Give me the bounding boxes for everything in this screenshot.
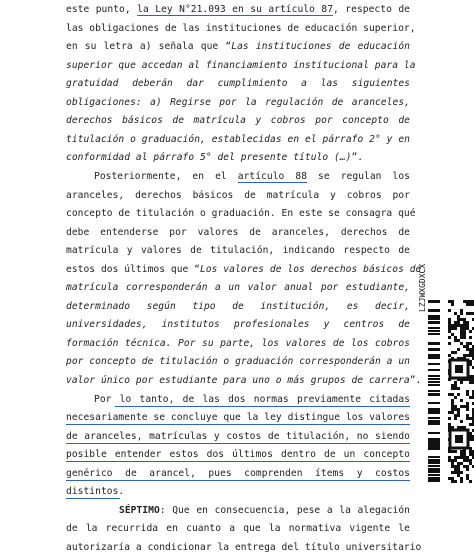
text-segment: : Que en consecuencia, pese a la alegación — [159, 504, 410, 516]
highlight-underline — [115, 406, 410, 407]
text-segment: en su letra a) señala que “ — [66, 41, 232, 53]
text-line — [66, 75, 410, 93]
text-line — [66, 298, 410, 316]
text-segment: formación técnica. Por su parte, los valores de los cobros — [66, 337, 410, 349]
text-segment: superior que accedan al financiamiento institucional para la — [66, 59, 416, 71]
text-line — [66, 353, 410, 371]
text-segment: gratuidad deberán dar cumplimiento a las siguientes — [66, 78, 410, 90]
text-segment: matrícula y valores de titulación, indicando respecto de — [66, 245, 410, 257]
text-segment: aranceles, derechos básicos de matrícula y cobros por — [66, 189, 410, 201]
highlight-underline — [66, 480, 410, 481]
text-line — [119, 502, 410, 520]
text-segment: Por lo tanto, de las dos normas previamente citadas — [94, 393, 410, 405]
text-segment: Los valores de los derechos básicos de — [200, 263, 422, 275]
text-segment: obligaciones: a) Regirse por la regulación de aranceles, — [66, 96, 410, 108]
text-segment: de la recurrida en cuanto a que la normativa vigente le — [66, 523, 410, 535]
text-line — [66, 242, 410, 260]
text-segment: , respecto de — [333, 4, 410, 15]
text-segment: se regulan los — [307, 170, 410, 182]
text-segment: Las instituciones de educación — [231, 41, 410, 53]
text-segment: este punto, — [66, 4, 138, 15]
highlight-underline — [66, 498, 120, 499]
text-line — [66, 279, 410, 297]
text-segment: las obligaciones de las instituciones de educación superior, — [66, 22, 416, 34]
text-segment: necesariamente se concluye que la ley distingue los valores — [66, 412, 410, 424]
text-segment: titulación o graduación, establecidas en el párrafo 2° y en — [66, 133, 410, 145]
text-line — [66, 149, 410, 167]
verification-code-label: LZJWXGDXCX — [418, 263, 427, 312]
text-segment: debe entenderse por valores de aranceles, derechos de — [66, 226, 410, 238]
text-segment: Posteriormente, en el — [94, 170, 238, 182]
text-segment: SÉPTIMO — [119, 504, 160, 516]
highlight-underline — [66, 443, 410, 444]
text-segment: de aranceles, matrículas y costos de titulación, no siendo — [66, 430, 410, 442]
text-line — [66, 372, 422, 390]
text-line — [66, 539, 422, 557]
text-line — [66, 187, 410, 205]
text-line — [66, 94, 410, 112]
text-segment: posible entender estos dos últimos dentro de un concepto — [66, 449, 410, 461]
text-line — [66, 205, 416, 223]
verification-qr-code — [428, 300, 474, 481]
text-line — [66, 1, 410, 19]
text-segment: distintos. — [66, 486, 125, 498]
text-segment: genérico de arancel, pues comprenden ítems y costos — [66, 467, 410, 479]
underlined-citation: artículo 88 — [237, 170, 308, 182]
highlight-underline — [66, 424, 410, 425]
underlined-citation: la Ley N°21.093 en su artículo 87 — [137, 4, 334, 15]
text-segment: ”. — [351, 152, 364, 164]
text-line — [66, 38, 410, 56]
text-segment: valor único por estudiante para uno o más grupos de carrera — [66, 375, 410, 386]
text-segment: universidades, institutos profesionales y centros de — [66, 319, 410, 331]
text-line — [66, 316, 410, 334]
text-segment: por concepto de titulación o graduación corresponderán a un — [66, 356, 410, 368]
text-line — [66, 131, 410, 149]
text-line — [94, 168, 410, 186]
text-segment: ”. — [409, 375, 422, 386]
text-segment: determinado según tipo de institución, es decir, — [66, 300, 410, 312]
text-line — [66, 520, 410, 538]
text-segment: concepto de titulación o graduación. En este se consagra qué — [66, 208, 416, 220]
text-segment: conformidad al párrafo 5° del presente título (…) — [66, 152, 352, 164]
text-line — [66, 335, 410, 353]
text-line — [66, 224, 410, 242]
text-line — [66, 57, 416, 75]
text-segment: autorizaría a condicionar la entrega del título universitario — [66, 541, 422, 553]
text-segment: matrícula corresponderán a un valor anual por estudiante, — [66, 282, 410, 294]
text-line — [66, 261, 422, 279]
text-segment: derechos básicos de matrícula y cobros por concepto de — [66, 115, 410, 127]
highlight-underline — [66, 461, 410, 462]
text-segment: estos dos últimos que “ — [66, 263, 200, 275]
text-line — [66, 112, 410, 130]
text-line — [66, 20, 416, 38]
